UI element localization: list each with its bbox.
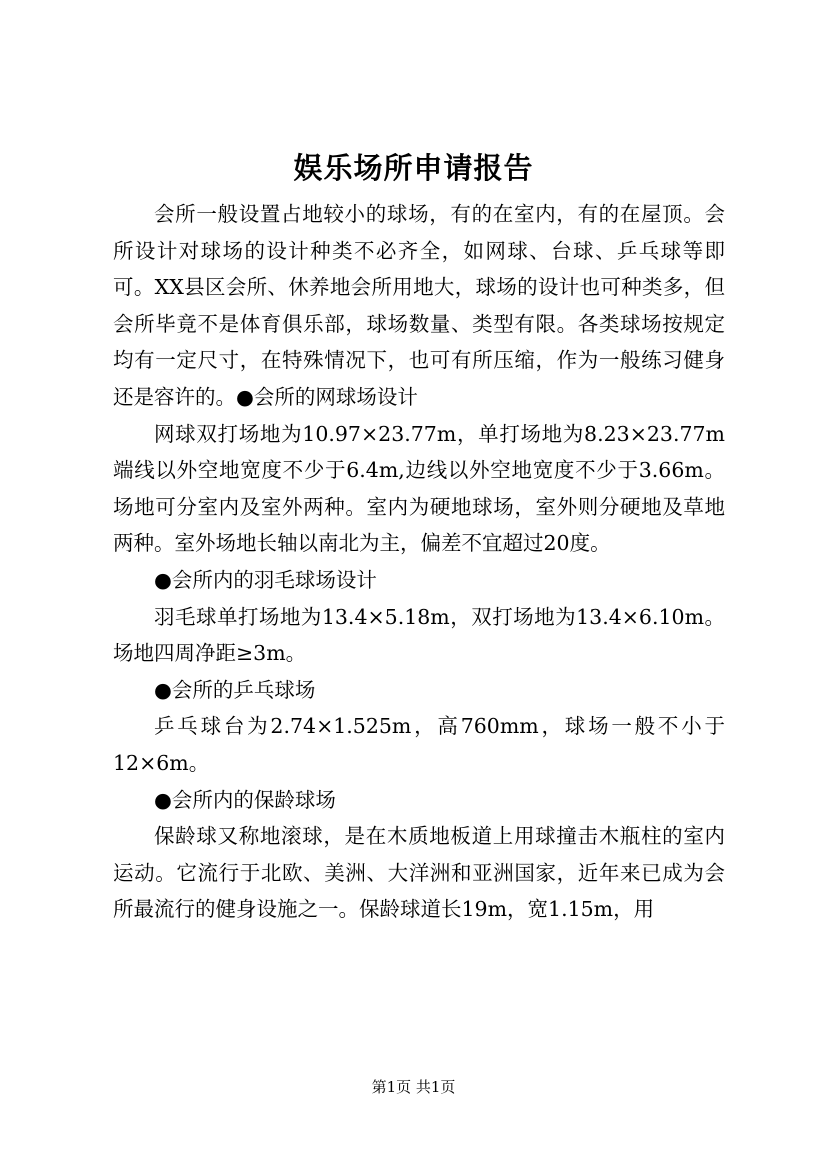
- paragraph-badminton: 羽毛球单打场地为13.4×5.18m，双打场地为13.4×6.10m。场地四周净距≥3m。: [113, 604, 725, 666]
- paragraph-tennis: 网球双打场地为10.97×23.77m，单打场地为8.23×23.77m端线以外空地宽度不少于6.4m,边线以外空地宽度不少于3.66m。场地可分室内及室外两种。室内为硬地球场，室外则分硬地及草地两种。室外场地长轴以南北为主，偏差不宜超过20度。: [113, 421, 725, 556]
- paragraph-bowling: 保龄球又称地滚球，是在木质地板道上用球撞击木瓶柱的室内运动。它流行于北欧、美洲、大洋洲和亚洲国家，近年来已成为会所最流行的健身设施之一。保龄球道长19m，宽1.15m，用: [113, 824, 725, 922]
- heading-table-tennis: ●会所的乒乓球场: [154, 677, 316, 702]
- document-body: [113, 196, 725, 928]
- page-footer: 第1页 共1页: [371, 1078, 456, 1096]
- heading-badminton: ●会所内的羽毛球场设计: [154, 567, 377, 592]
- document-title: 娱乐场所申请报告: [293, 151, 534, 185]
- paragraph-table-tennis: 乒乓球台为2.74×1.525m，高760mm，球场一般不小于12×6m。: [113, 714, 725, 775]
- paragraph-intro: 会所一般设置占地较小的球场，有的在室内，有的在屋顶。会所设计对球场的设计种类不必齐全，如网球、台球、乒乓球等即可。XX县区会所、休养地会所用地大，球场的设计也可种类多，但会所毕竟不是体育俱乐部，球场数量、类型有限。各类球场按规定均有一定尺寸，在特殊情况下，也可有所压缩，作为一般练习健身还是容许的。●会所的网球场设计: [113, 202, 725, 409]
- heading-bowling: ●会所内的保龄球场: [154, 787, 336, 812]
